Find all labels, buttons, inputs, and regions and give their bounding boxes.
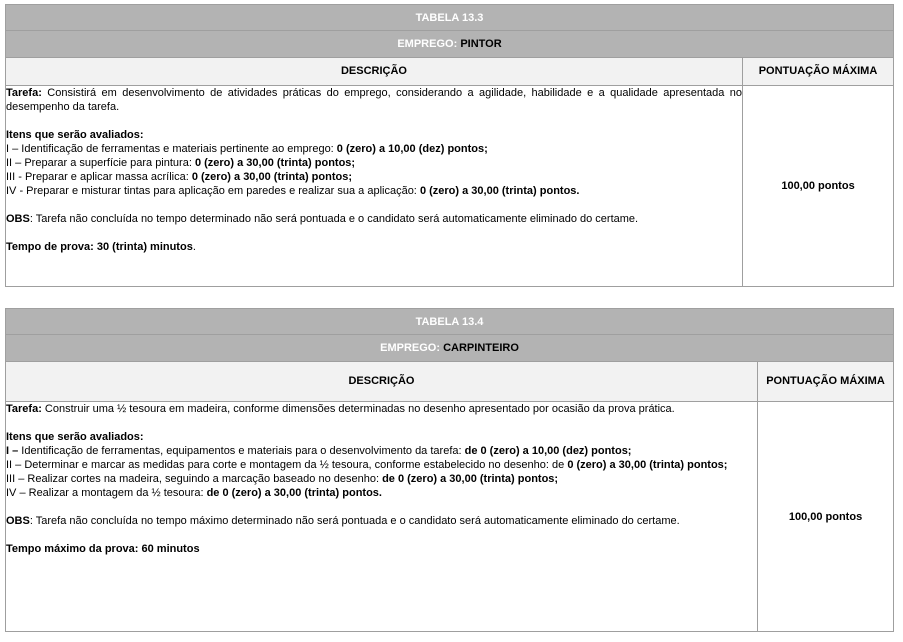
item-2 (6, 458, 757, 472)
table-title: TABELA 13.4 (6, 309, 894, 335)
table-title: TABELA 13.3 (6, 5, 894, 31)
descricao-header: DESCRIÇÃO (6, 58, 743, 86)
item-4 (6, 486, 757, 500)
obs-paragraph (6, 212, 742, 226)
tabela-13-3 (5, 4, 894, 287)
pontuacao-header: PONTUAÇÃO MÁXIMA (743, 58, 894, 86)
item-3-text: III - Preparar e aplicar massa acrílica: (6, 171, 192, 183)
obs-label: OBS (6, 213, 30, 225)
obs-text: : Tarefa não concluída no tempo máximo determinado não será pontuada e o candidato será automaticamente eliminado do certame. (29, 515, 680, 527)
itens-label: Itens que serão avaliados: (6, 431, 144, 443)
emprego-label: EMPREGO: (380, 342, 441, 354)
item-2-points: 0 (zero) a 30,00 (trinta) pontos; (567, 459, 728, 471)
item-1-text: I – Identificação de ferramentas e materiais pertinente ao emprego: (6, 143, 337, 155)
emprego-value: PINTOR (460, 38, 502, 50)
tarefa-paragraph (6, 402, 757, 416)
tempo-paragraph (6, 542, 757, 556)
item-4-text: IV - Preparar e misturar tintas para aplicação em paredes e realizar sua a aplicação: (6, 185, 420, 197)
item-1-points: de 0 (zero) a 10,00 (dez) pontos; (464, 445, 632, 457)
pontuacao-maxima-cell: 100,00 pontos (743, 86, 894, 287)
item-2-text: II – Determinar e marcar as medidas para corte e montagem da ½ tesoura, conforme estabelecido no desenho: de (6, 459, 568, 471)
tempo-paragraph (6, 240, 742, 254)
pontuacao-maxima-cell: 100,00 pontos (758, 402, 894, 632)
tarefa-paragraph (6, 86, 742, 114)
table-title-row (6, 5, 894, 31)
tabela-13-4 (5, 308, 894, 632)
tarefa-text: Consistirá em desenvolvimento de atividades práticas do emprego, considerando a agilidade, habilidade e a qualidade apresentada no desempenho da tarefa. (6, 87, 742, 113)
emprego-value: CARPINTEIRO (443, 342, 519, 354)
tarefa-label: Tarefa: (6, 87, 42, 99)
item-2-points: 0 (zero) a 30,00 (trinta) pontos; (194, 157, 356, 169)
descricao-cell (6, 402, 758, 632)
pontuacao-header: PONTUAÇÃO MÁXIMA (758, 362, 894, 402)
item-4-points: de 0 (zero) a 30,00 (trinta) pontos. (206, 487, 382, 499)
column-header-row (6, 58, 894, 86)
descricao-cell (6, 86, 743, 287)
descricao-header: DESCRIÇÃO (6, 362, 758, 402)
tarefa-text: Construir uma ½ tesoura em madeira, conforme dimensões determinadas no desenho apresentado por ocasião da prova prática. (41, 403, 675, 415)
body-row (6, 402, 894, 632)
table-title-row (6, 309, 894, 335)
itens-label: Itens que serão avaliados: (6, 129, 144, 141)
emprego-row (6, 335, 894, 362)
item-3 (6, 472, 757, 486)
item-1-text: Identificação de ferramentas, equipamentos e materiais para o desenvolvimento da tarefa: (18, 445, 465, 457)
emprego-cell (6, 31, 894, 58)
item-2 (6, 156, 742, 170)
column-header-row (6, 362, 894, 402)
tempo-suffix: . (192, 241, 196, 253)
item-4-points: 0 (zero) a 30,00 (trinta) pontos. (419, 185, 580, 197)
item-4-text: IV – Realizar a montagem da ½ tesoura: (6, 487, 207, 499)
item-1 (6, 142, 742, 156)
item-1 (6, 444, 757, 458)
emprego-label: EMPREGO: (397, 38, 458, 50)
item-4 (6, 184, 742, 198)
item-1-lead: I – (6, 445, 19, 457)
body-row (6, 86, 894, 287)
item-3-points: de 0 (zero) a 30,00 (trinta) pontos; (382, 473, 559, 485)
emprego-cell (6, 335, 894, 362)
item-3-points: 0 (zero) a 30,00 (trinta) pontos; (191, 171, 352, 183)
item-2-text: II – Preparar a superfície para pintura: (6, 157, 195, 169)
item-3-text: III – Realizar cortes na madeira, seguindo a marcação baseado no desenho: (6, 473, 383, 485)
item-1-points: 0 (zero) a 10,00 (dez) pontos; (336, 143, 488, 155)
tempo-bold: Tempo máximo da prova: 60 minutos (6, 543, 200, 555)
emprego-row (6, 31, 894, 58)
tarefa-label: Tarefa: (6, 403, 42, 415)
item-3 (6, 170, 742, 184)
obs-paragraph (6, 514, 757, 528)
obs-label: OBS (6, 515, 30, 527)
obs-text: : Tarefa não concluída no tempo determinado não será pontuada e o candidato será automaticamente eliminado do certame. (29, 213, 639, 225)
tempo-bold: Tempo de prova: 30 (trinta) minutos (6, 241, 193, 253)
